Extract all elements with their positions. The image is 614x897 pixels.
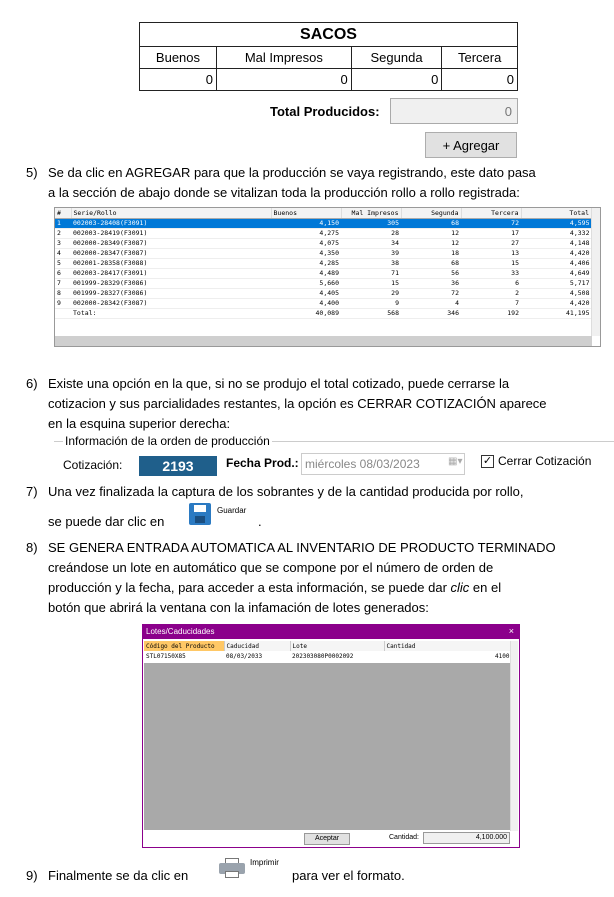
lotes-row[interactable]	[144, 651, 512, 661]
tercera-input[interactable]: 0	[442, 69, 518, 91]
segunda-input[interactable]: 0	[351, 69, 442, 91]
grid-cell: 3	[55, 238, 71, 248]
lotes-window-title: Lotes/Caducidades	[146, 627, 215, 636]
grid-cell: 18	[401, 248, 461, 258]
step-6-line-2: cotizacion y sus parcialidades restantes, la opción es CERRAR COTIZACIÓN aparece	[48, 396, 547, 411]
buenos-input[interactable]: 0	[140, 69, 217, 91]
grid-cell: 8	[55, 288, 71, 298]
header-buenos: Buenos	[140, 47, 217, 69]
grid-cell: 4,406	[521, 258, 592, 268]
grid-cell: 002003-28408(F3091)	[71, 218, 271, 228]
grid-cell: 2	[461, 288, 521, 298]
imprimir-button-label[interactable]: Imprimir	[250, 858, 279, 867]
grid-cell: 001999-28329(F3086)	[71, 278, 271, 288]
lotes-col-cantidad[interactable]: Cantidad	[384, 641, 512, 651]
lotes-table	[144, 641, 512, 661]
grid-cell: 346	[401, 308, 461, 318]
grid-cell: 4,148	[521, 238, 592, 248]
grid-cell: 4,400	[271, 298, 341, 308]
grid-cell: 68	[401, 218, 461, 228]
header-mal-impresos: Mal Impresos	[216, 47, 351, 69]
grid-cell: 4,405	[271, 288, 341, 298]
step-5-line-1: 5) Se da clic en AGREGAR para que la producción se vaya registrando, este dato pasa	[26, 165, 536, 180]
cotizacion-value: 2193	[139, 456, 217, 476]
grid-cell: 68	[401, 258, 461, 268]
lotes-vertical-scrollbar[interactable]	[510, 641, 518, 831]
lote-numero: 202303080P0002092	[290, 651, 384, 661]
cotizacion-label: Cotización:	[63, 458, 123, 472]
printer-icon[interactable]	[219, 858, 245, 878]
cerrar-cotizacion-checkbox[interactable]: ✓	[482, 455, 493, 467]
step-8-line-2: creándose un lote en automático que se compone por el número de orden de	[48, 560, 494, 575]
grid-cell: 36	[401, 278, 461, 288]
grid-cell: 192	[461, 308, 521, 318]
grid-cell: 568	[341, 308, 401, 318]
guardar-button-label[interactable]: Guardar	[217, 506, 247, 515]
grid-row[interactable]	[55, 258, 592, 268]
header-tercera: Tercera	[442, 47, 518, 69]
grid-cell: 9	[55, 298, 71, 308]
grid-col-tercera: Tercera	[461, 208, 521, 218]
grid-cell: 29	[341, 288, 401, 298]
agregar-button[interactable]: + Agregar	[425, 132, 517, 158]
orden-legend: Información de la orden de producción	[65, 434, 270, 448]
grid-cell: 38	[341, 258, 401, 268]
grid-cell: 72	[461, 218, 521, 228]
grid-cell: 001999-28327(F3086)	[71, 288, 271, 298]
cantidad-label: Cantidad:	[389, 834, 419, 841]
grid-cell: 33	[461, 268, 521, 278]
step-8-line-1: 8) SE GENERA ENTRADA AUTOMATICA AL INVENTARIO DE PRODUCTO TERMINADO	[26, 540, 556, 555]
lote-codigo: STL07150X85	[144, 651, 224, 661]
grid-cell: 9	[341, 298, 401, 308]
close-icon[interactable]: ×	[508, 626, 514, 636]
grid-cell: 5,717	[521, 278, 592, 288]
step-7-line-2a: se puede dar clic en	[48, 514, 165, 529]
grid-total-row	[55, 308, 592, 318]
grid-vertical-scrollbar[interactable]	[591, 208, 600, 336]
grid-header-row	[55, 208, 592, 218]
cerrar-cotizacion-label: Cerrar Cotización	[498, 454, 592, 468]
grid-cell: 15	[341, 278, 401, 288]
grid-cell: 6	[461, 278, 521, 288]
grid-cell: 5,660	[271, 278, 341, 288]
fecha-prod-label: Fecha Prod.:	[226, 456, 299, 470]
grid-cell: 4	[55, 248, 71, 258]
step-9-line-b: para ver el formato.	[292, 868, 405, 883]
grid-col-serie: Serie/Rollo	[71, 208, 271, 218]
fecha-prod-picker[interactable]	[301, 453, 465, 475]
step-6-line-3: en la esquina superior derecha:	[48, 416, 231, 431]
grid-cell: 002001-28358(F3088)	[71, 258, 271, 268]
grid-cell: 4,508	[521, 288, 592, 298]
grid-cell: 002000-28349(F3087)	[71, 238, 271, 248]
cantidad-total-field: 4,100.000	[423, 832, 510, 844]
grid-cell: 56	[401, 268, 461, 278]
grid-row[interactable]	[55, 218, 592, 228]
grid-cell: 39	[341, 248, 401, 258]
grid-cell: 6	[55, 268, 71, 278]
grid-cell: 15	[461, 258, 521, 268]
grid-cell: 12	[401, 238, 461, 248]
grid-cell: 12	[401, 228, 461, 238]
fecha-prod-value: miércoles 08/03/2023	[305, 457, 420, 471]
lotes-empty-area	[144, 663, 512, 830]
grid-cell: 4,649	[521, 268, 592, 278]
sacos-title: SACOS	[140, 23, 518, 47]
grid-cell	[55, 308, 71, 318]
grid-cell: 27	[461, 238, 521, 248]
grid-cell: 72	[401, 288, 461, 298]
lotes-header-row	[144, 641, 512, 651]
header-segunda: Segunda	[351, 47, 442, 69]
grid-cell: 002000-28342(F3087)	[71, 298, 271, 308]
grid-cell: 4,420	[521, 248, 592, 258]
grid-cell: 40,089	[271, 308, 341, 318]
grid-cell: 305	[341, 218, 401, 228]
grid-row[interactable]	[55, 238, 592, 248]
grid-cell: 2	[55, 228, 71, 238]
step-8-line-4: botón que abrirá la ventana con la infamación de lotes generados:	[48, 600, 429, 615]
grid-row[interactable]	[55, 288, 592, 298]
grid-cell: 002003-28417(F3091)	[71, 268, 271, 278]
calendar-dropdown-icon[interactable]: ▦▾	[448, 456, 463, 467]
step-6-line-1: 6) Existe una opción en la que, si no se produjo el total cotizado, puede cerrarse la	[26, 376, 510, 391]
grid-row[interactable]	[55, 268, 592, 278]
grid-horizontal-scrollbar[interactable]	[55, 336, 592, 346]
grid-col-buenos: Buenos	[271, 208, 341, 218]
grid-col-mal-impresos: Mal Impresos	[341, 208, 401, 218]
mal-impresos-input[interactable]: 0	[216, 69, 351, 91]
step-7-line-1: 7) Una vez finalizada la captura de los sobrantes y de la cantidad producida por rollo,	[26, 484, 524, 499]
grid-cell: 4,350	[271, 248, 341, 258]
grid-cell: 28	[341, 228, 401, 238]
grid-cell: 4	[401, 298, 461, 308]
lotes-col-lote[interactable]: Lote	[290, 641, 384, 651]
grid-cell: 4,285	[271, 258, 341, 268]
grid-cell: 13	[461, 248, 521, 258]
produccion-grid	[54, 207, 601, 347]
grid-col-num: #	[55, 208, 71, 218]
lotes-col-caducidad[interactable]: Caducidad	[224, 641, 290, 651]
total-producidos-label: Total Producidos:	[270, 104, 380, 119]
step-5-line-2: a la sección de abajo donde se vitalizan toda la producción rollo a rollo registrada:	[48, 185, 520, 200]
grid-cell: 5	[55, 258, 71, 268]
lote-caducidad: 08/03/2033	[224, 651, 290, 661]
lotes-window-titlebar	[143, 625, 519, 639]
lotes-window	[142, 624, 520, 848]
grid-cell: 4,150	[271, 218, 341, 228]
grid-cell: 4,332	[521, 228, 592, 238]
grid-cell: 7	[461, 298, 521, 308]
grid-cell: 4,275	[271, 228, 341, 238]
grid-cell: Total:	[71, 308, 271, 318]
total-producidos-field: 0	[390, 98, 518, 124]
save-icon[interactable]	[189, 503, 211, 525]
grid-col-total: Total	[521, 208, 592, 218]
grid-cell: 4,075	[271, 238, 341, 248]
grid-cell: 17	[461, 228, 521, 238]
grid-cell: 34	[341, 238, 401, 248]
grid-row[interactable]	[55, 278, 592, 288]
lote-cantidad: 4100	[384, 651, 512, 661]
grid-row[interactable]	[55, 298, 592, 308]
grid-cell: 002003-28419(F3091)	[71, 228, 271, 238]
grid-row[interactable]	[55, 248, 592, 258]
step-8-line-3: producción y la fecha, para acceder a esta información, se puede dar clic en el	[48, 580, 502, 595]
step-9-line-a: 9) Finalmente se da clic en	[26, 868, 189, 883]
grid-cell: 002000-28347(F3087)	[71, 248, 271, 258]
grid-cell: 41,195	[521, 308, 592, 318]
grid-cell: 4,595	[521, 218, 592, 228]
grid-cell: 4,420	[521, 298, 592, 308]
aceptar-button[interactable]: Aceptar	[304, 833, 350, 845]
grid-cell: 71	[341, 268, 401, 278]
grid-row[interactable]	[55, 228, 592, 238]
grid-cell: 7	[55, 278, 71, 288]
step-7-line-2b: .	[258, 514, 262, 529]
grid-col-segunda: Segunda	[401, 208, 461, 218]
lotes-col-codigo[interactable]: Código del Producto	[144, 641, 224, 651]
grid-cell: 1	[55, 218, 71, 228]
sacos-table	[139, 22, 518, 91]
grid-cell: 4,489	[271, 268, 341, 278]
